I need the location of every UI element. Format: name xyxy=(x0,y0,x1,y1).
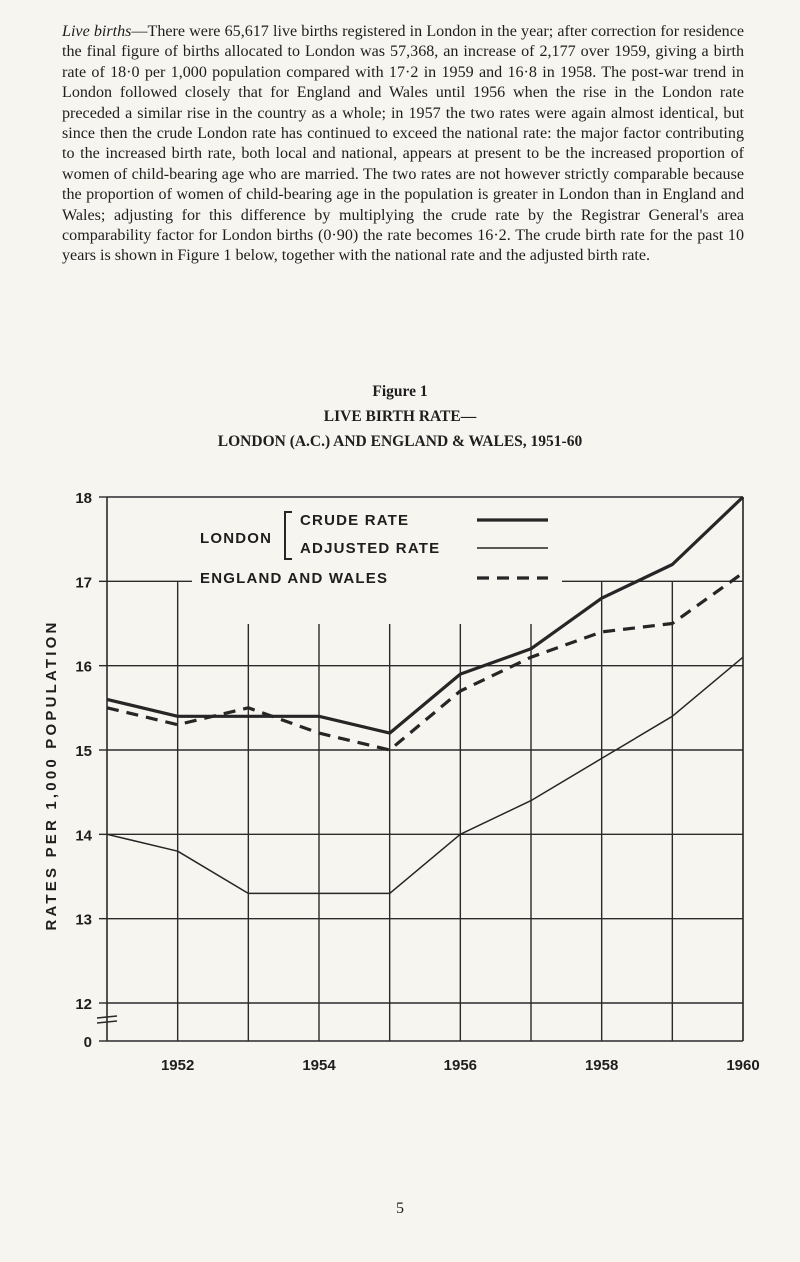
paragraph-lead: Live births xyxy=(62,23,132,40)
x-tick-label: 1960 xyxy=(726,1057,760,1074)
intro-paragraph xyxy=(62,22,744,267)
figure-label: Figure 1 xyxy=(372,383,428,400)
legend-label: ENGLAND AND WALES xyxy=(200,570,389,587)
legend-label: CRUDE RATE xyxy=(300,512,410,529)
series-line-adjusted-rate xyxy=(107,657,743,893)
y-tick-label: 17 xyxy=(75,574,92,592)
figure-title-line2: LONDON (A.C.) AND ENGLAND & WALES, 1951-60 xyxy=(217,433,583,450)
x-tick-label: 1956 xyxy=(443,1057,478,1074)
legend-label: ADJUSTED RATE xyxy=(300,540,441,557)
figure-title-line1: LIVE BIRTH RATE— xyxy=(323,408,477,425)
paragraph-body: —There were 65,617 live births registered in London in the year; after correction for residence the final figure of births allocated to London was 57,368, an increase of 2,177 over 1959, giving a birth rate of 18·0 per 1,000 population compared with 17·2 in 1959 and 16·8 in 1958. The post-war trend in London followed closely that for England and Wales until 1956 when the rise in the London rate preceded a similar rise in the country as a whole; in 1957 the two rates were again almost identical, but since then the crude London rate has continued to exceed the national rate: the major factor contributing to the increased birth rate, both local and national, appears at present to be the increased proportion of women of child-bearing age who are married. The two rates are not however strictly comparable because the proportion of women of child-bearing age in the population is greater in London than in England and Wales; adjusting for this difference by multiplying the crude rate by the Registrar General's area comparability factor for London births (0·90) the rate becomes 16·2. The crude birth rate for the past 10 years is shown in Figure 1 below, together with the national rate and the adjusted birth rate. xyxy=(62,23,744,265)
y-tick-label: 15 xyxy=(75,743,92,760)
y-tick-label: 14 xyxy=(75,827,92,845)
chart-legend xyxy=(192,504,562,624)
y-tick-label: 16 xyxy=(75,658,92,676)
x-tick-label: 1952 xyxy=(160,1057,195,1074)
axis-break-mark xyxy=(97,1021,117,1023)
x-tick-label: 1958 xyxy=(584,1057,619,1074)
x-tick-label: 1954 xyxy=(302,1057,336,1074)
y-axis-label: RATES PER 1,000 POPULATION xyxy=(43,619,60,931)
y-tick-label-zero: 0 xyxy=(83,1034,92,1051)
y-tick-label: 12 xyxy=(75,996,92,1013)
y-tick-label: 18 xyxy=(75,490,92,507)
live-birth-rate-chart xyxy=(0,470,800,1090)
y-tick-label: 13 xyxy=(75,911,92,929)
legend-group-label: LONDON xyxy=(200,530,273,547)
axis-break-mark xyxy=(97,1016,117,1018)
page-number: 5 xyxy=(396,1200,404,1217)
